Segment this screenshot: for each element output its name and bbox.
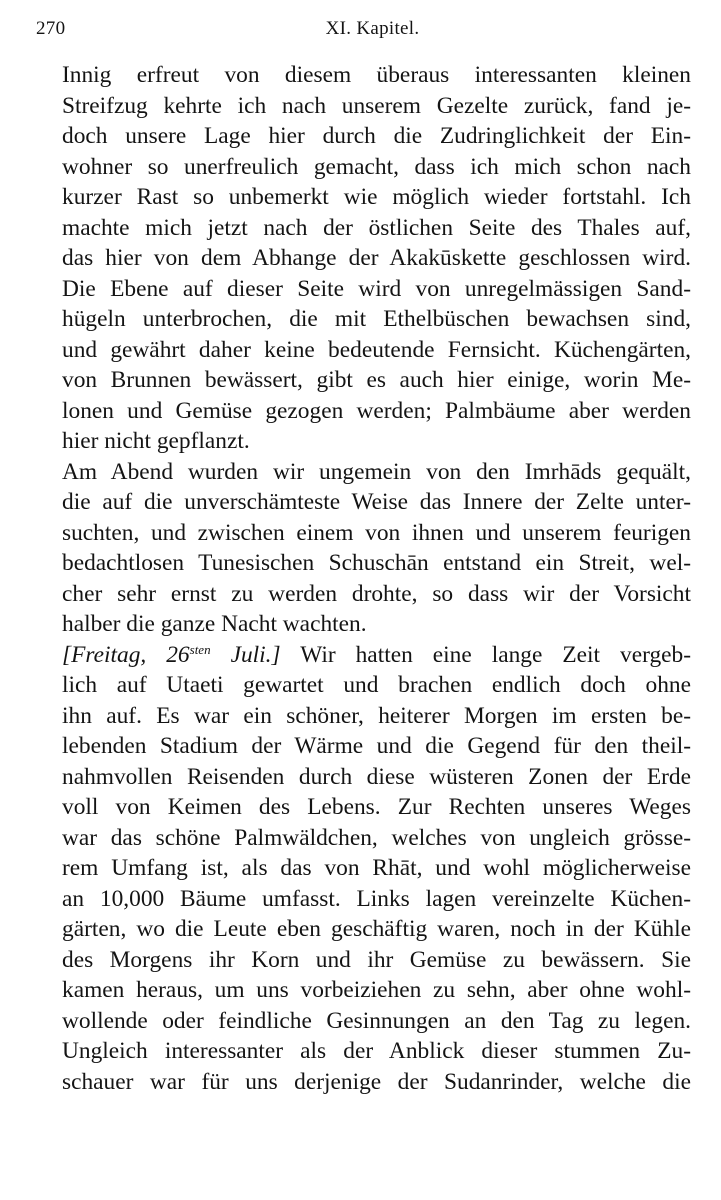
diary-date-open: [Freitag, 26 bbox=[62, 641, 190, 668]
diary-date bbox=[62, 642, 281, 668]
text-line: an 10,000 Bäume umfasst. Links lagen vereinzelte Küchen- bbox=[62, 885, 691, 912]
text-line: lonen und Gemüse gezogen werden; Palmbäume aber werden bbox=[62, 397, 691, 424]
text-line: die auf die unverschämteste Weise das Innere der Zelte unter- bbox=[62, 489, 691, 515]
body-text bbox=[36, 60, 691, 1097]
text-line: suchten, und zwischen einem von ihnen und unserem feurigen bbox=[62, 519, 691, 546]
diary-date-suffix: sten bbox=[189, 641, 211, 657]
text-line-with-date bbox=[36, 640, 691, 671]
text-line: lebenden Stadium der Wärme und die Gegend für den theil- bbox=[62, 733, 691, 759]
text-line: des Morgens ihr Korn und ihr Gemüse zu bewässern. Sie bbox=[62, 946, 691, 973]
chapter-title: XI. Kapitel. bbox=[325, 18, 420, 39]
text-line: nahmvollen Reisenden durch diese wüsteren Zonen der Erde bbox=[62, 763, 691, 790]
paragraph-3 bbox=[36, 640, 691, 1098]
diary-date-close: Juli.] bbox=[210, 641, 281, 668]
text-line: rem Umfang ist, als das von Rhāt, und wohl möglicherweise bbox=[62, 855, 691, 881]
text-line: gärten, wo die Leute eben geschäftig waren, noch in der Kühle bbox=[62, 916, 691, 942]
text-line: kurzer Rast so unbemerkt wie möglich wieder fortstahl. Ich bbox=[62, 184, 691, 210]
text-line: das hier von dem Abhange der Akakūskette geschlossen wird. bbox=[62, 245, 691, 271]
text-line: Die Ebene auf dieser Seite wird von unregelmässigen Sand- bbox=[62, 275, 691, 302]
paragraph-1 bbox=[36, 60, 691, 457]
paragraph-2 bbox=[36, 457, 691, 640]
text-line: machte mich jetzt nach der östlichen Seite des Thales auf, bbox=[62, 214, 691, 241]
text-line: war das schöne Palmwäldchen, welches von ungleich grösse- bbox=[62, 824, 691, 851]
text-line: wohner so unerfreulich gemacht, dass ich mich schon nach bbox=[62, 153, 691, 180]
text-line-rest: Wir hatten eine lange Zeit vergeb- bbox=[280, 641, 692, 668]
text-line: Streifzug kehrte ich nach unserem Gezelte zurück, fand je- bbox=[62, 92, 691, 119]
text-line: doch unsere Lage hier durch die Zudringlichkeit der Ein- bbox=[62, 123, 691, 149]
text-line: kamen heraus, um uns vorbeiziehen zu sehn, aber ohne wohl- bbox=[62, 977, 691, 1003]
text-line: cher sehr ernst zu werden drohte, so dass wir der Vorsicht bbox=[62, 580, 691, 607]
text-line: Innig erfreut von diesem überaus interessanten kleinen bbox=[62, 62, 691, 88]
text-line: lich auf Utaeti gewartet und brachen endlich doch ohne bbox=[62, 672, 691, 698]
text-line: halber die ganze Nacht wachten. bbox=[62, 611, 367, 637]
text-line: von Brunnen bewässert, gibt es auch hier einige, worin Me- bbox=[62, 367, 691, 393]
text-line: voll von Keimen des Lebens. Zur Rechten unseres Weges bbox=[62, 794, 691, 820]
text-line: hügeln unterbrochen, die mit Ethelbüschen bewachsen sind, bbox=[62, 306, 691, 332]
text-line: schauer war für uns derjenige der Sudanrinder, welche die bbox=[62, 1068, 691, 1095]
text-line: wollende oder feindliche Gesinnungen an den Tag zu legen. bbox=[62, 1007, 691, 1034]
running-head bbox=[36, 18, 691, 48]
text-line: und gewährt daher keine bedeutende Fernsicht. Küchengärten, bbox=[62, 336, 691, 363]
text-line: Ungleich interessanter als der Anblick dieser stummen Zu- bbox=[62, 1038, 691, 1064]
text-line: ihn auf. Es war ein schöner, heiterer Morgen im ersten be- bbox=[62, 702, 691, 729]
page-number: 270 bbox=[36, 18, 66, 39]
text-line: bedachtlosen Tunesischen Schuschān entstand ein Streit, wel- bbox=[62, 550, 691, 576]
text-line: Am Abend wurden wir ungemein von den Imrhāds gequält, bbox=[62, 458, 691, 485]
text-line: hier nicht gepflanzt. bbox=[62, 428, 250, 454]
